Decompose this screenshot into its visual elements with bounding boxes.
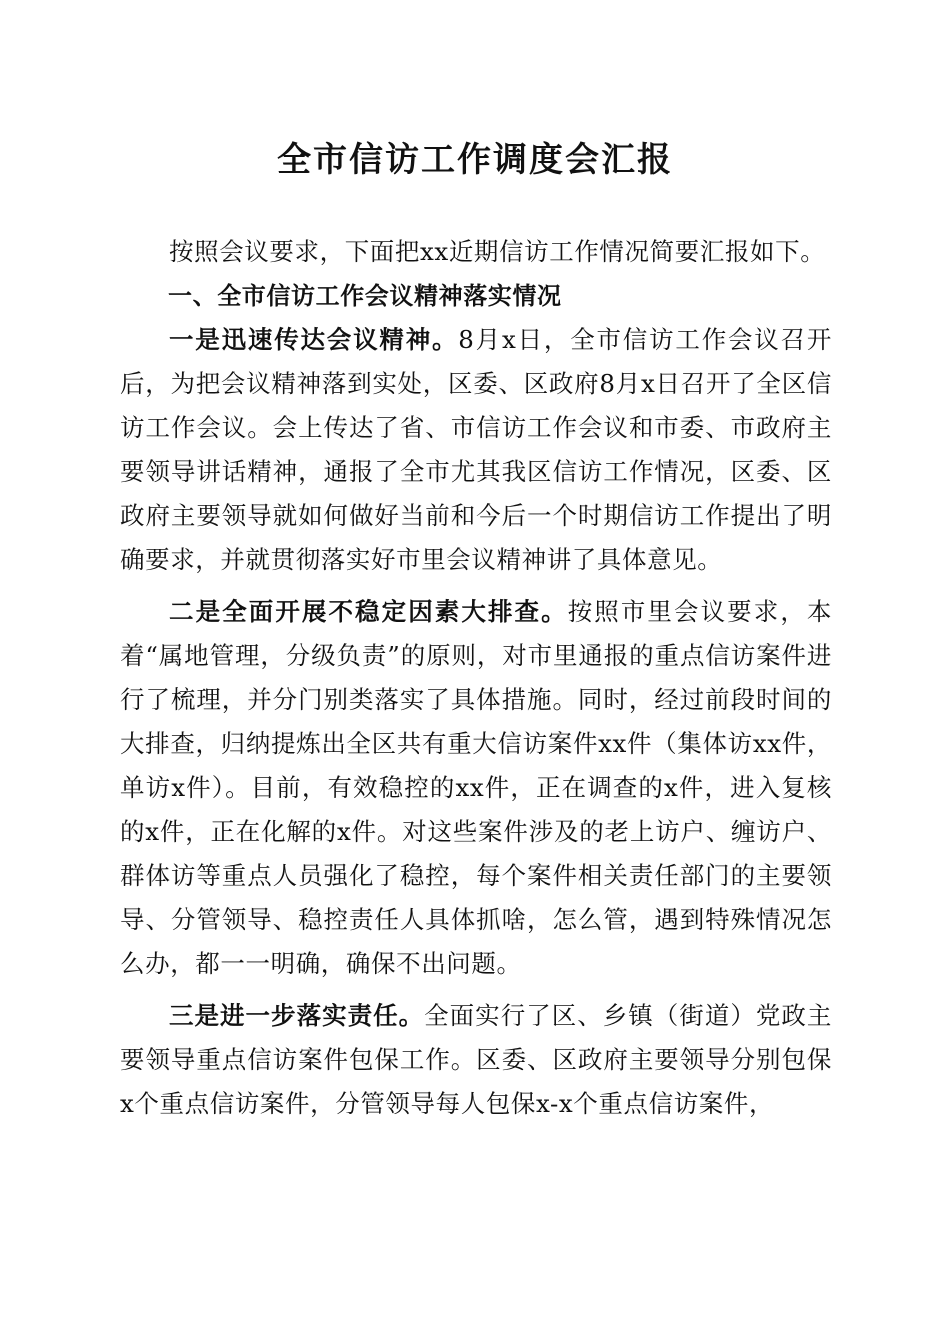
paragraph-text: 按照市里会议要求，本着“属地管理，分级负责”的原则，对市里通报的重点信访案件进行了梳理，并分门别类落实了具体措施。同时，经过前段时间的大排查，归纳提炼出全区共有重大信访案件xx件（集体访xx件，单访x件）。目前，有效稳控的xx件，正在调查的x件，进入复核的x件，正在化解的x件。对这些案件涉及的老上访户、缠访户、群体访等重点人员强化了稳控，每个案件相关责任部门的主要领导、分管领导、稳控责任人具体抓啥，怎么管，遇到特殊情况怎么办，都一一明确，确保不出问题。 xyxy=(120,597,832,978)
document-title: 全市信访工作调度会汇报 xyxy=(277,140,673,180)
paragraph-text: 全面实行了区、乡镇（街道）党政主要领导重点信访案件包保工作。区委、区政府主要领导分别包保x个重点信访案件，分管领导每人包保x-x个重点信访案件， xyxy=(120,1001,832,1118)
section-heading: 一、全市信访工作会议精神落实情况 xyxy=(168,282,562,310)
body-paragraph xyxy=(120,994,832,1126)
body-paragraph xyxy=(120,318,832,582)
paragraph-lead: 一是迅速传达会议精神。 xyxy=(169,325,459,354)
paragraph-lead: 三是进一步落实责任。 xyxy=(169,1001,425,1030)
document-body xyxy=(120,230,832,1126)
body-paragraph xyxy=(120,590,832,986)
paragraph-text: 8月x日，全市信访工作会议召开后，为把会议精神落到实处，区委、区政府8月x日召开了全区信访工作会议。会上传达了省、市信访工作会议和市委、市政府主要领导讲话精神，通报了全市尤其我区信访工作情况，区委、区政府主要领导就如何做好当前和今后一个时期信访工作提出了明确要求，并就贯彻落实好市里会议精神讲了具体意见。 xyxy=(120,325,832,574)
intro-paragraph: 按照会议要求，下面把xx近期信访工作情况简要汇报如下。 xyxy=(169,237,826,266)
paragraph-lead: 二是全面开展不稳定因素大排查。 xyxy=(169,597,568,626)
